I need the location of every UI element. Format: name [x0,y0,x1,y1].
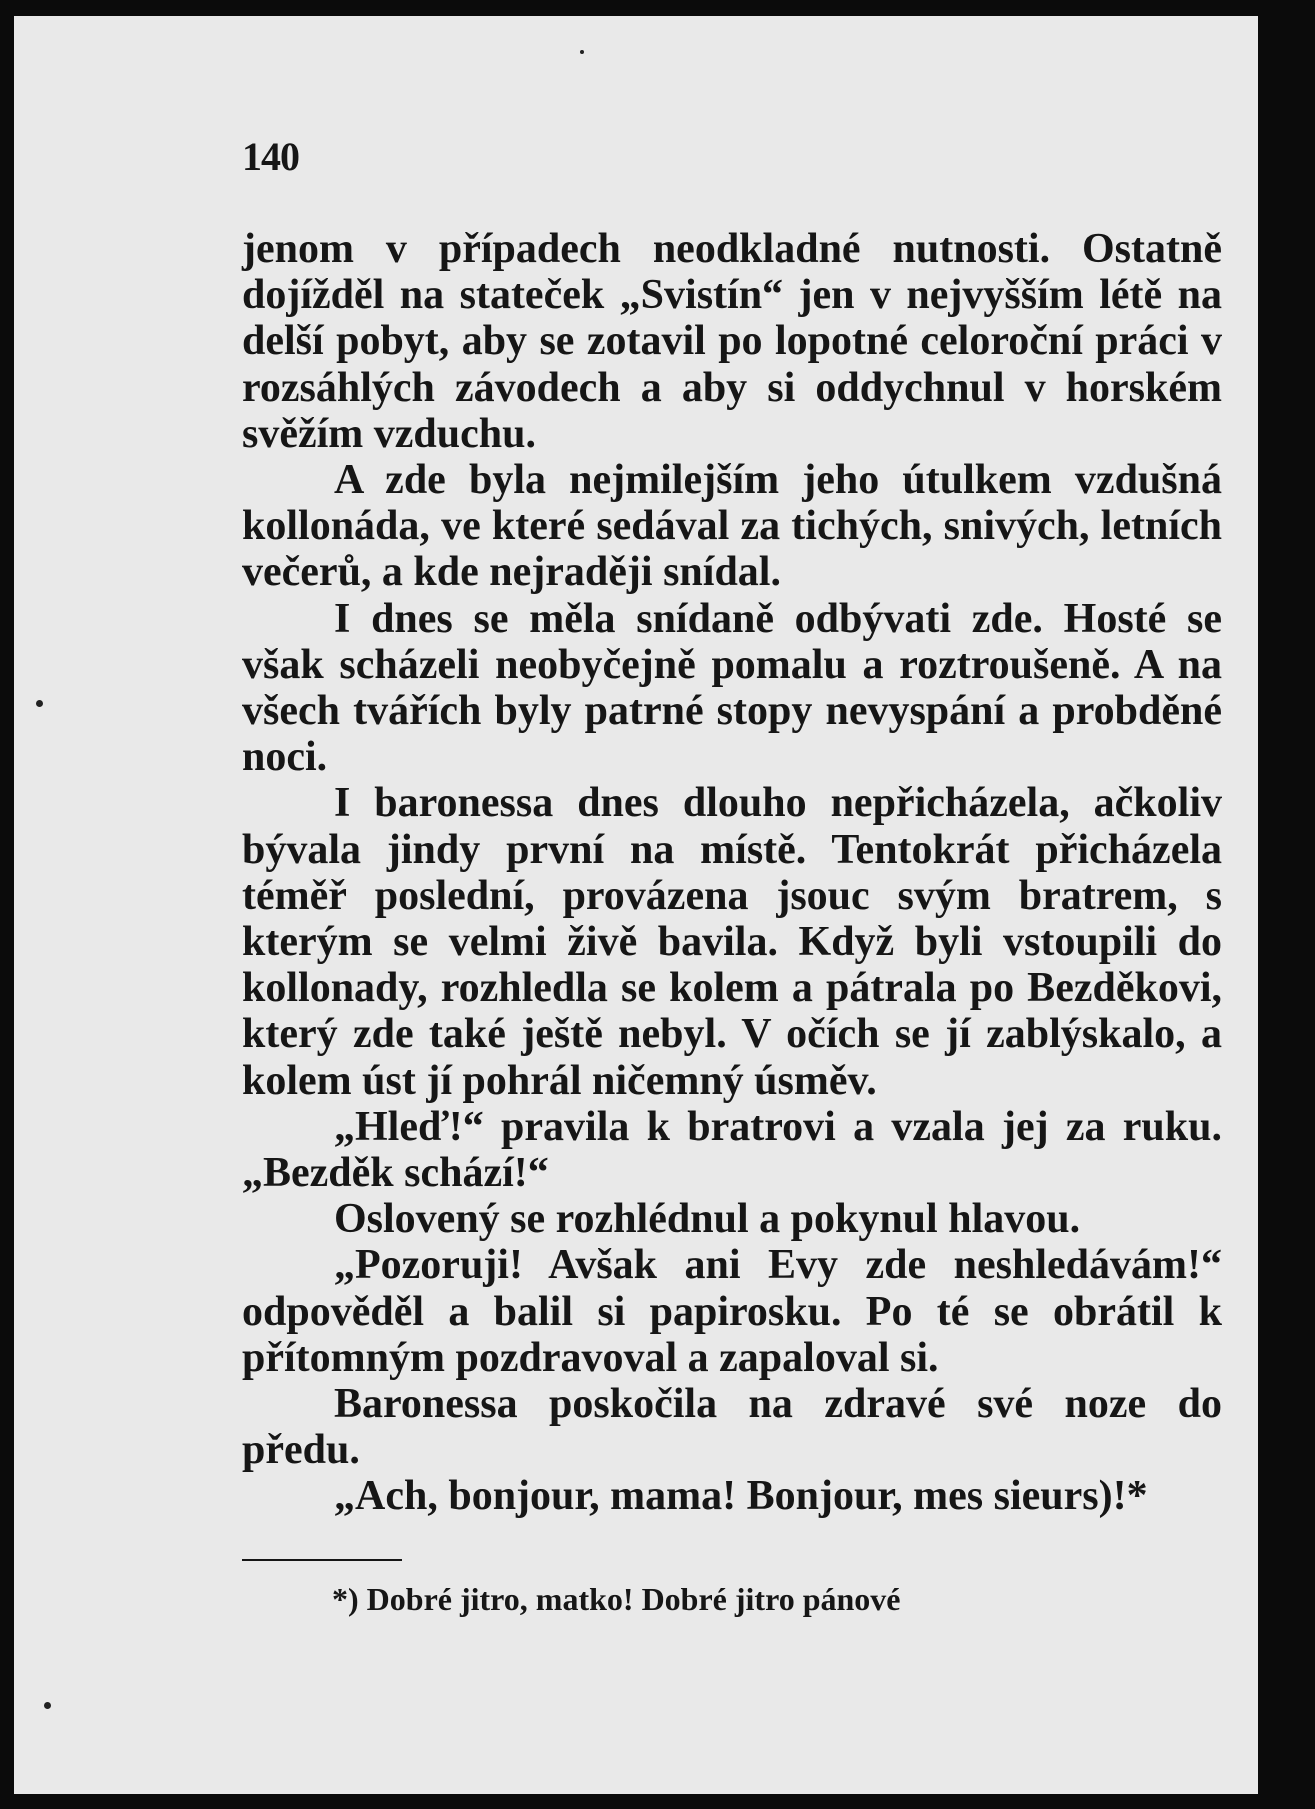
paragraph-1: jenom v případech neodkladné nutnosti. Ostatně dojížděl na stateček „Svistín“ jen v nejvyšším létě na delší pobyt, aby se zotavil po lopotné celoroční práci v rozsáhlých závodech a aby si oddychnul v horském svěžím vzduchu. [242,226,1222,457]
paragraph-7: „Pozoruji! Avšak ani Evy zde neshledávám!“ odpověděl a balil si papirosku. Po té se obrátil k přítomným pozdravoval a zapaloval si. [242,1242,1222,1381]
paragraph-9: „Ach, bonjour, mama! Bonjour, mes sieurs)!* [334,1473,1148,1520]
scan-speck [580,50,584,54]
paragraph-8: Baronessa poskočila na zdravé své noze do předu. [242,1381,1222,1474]
paragraph-3: I dnes se měla snídaně odbývati zde. Hosté se však scházeli neobyčejně pomalu a roztroušeně. A na všech tvářích byly patrné stopy nevyspání a probděné noci. [242,595,1222,781]
scan-speck [44,1702,51,1709]
book-page [14,16,1284,1794]
footnote: *) Dobré jitro, matko! Dobré jitro pánové [332,1581,901,1617]
paragraph-4: I baronessa dnes dlouho nepřicházela, ačkoliv bývala jindy první na místě. Tentokrát přicházela téměř poslední, provázena jsouc svým bratrem, s kterým se velmi živě bavila. Když byli vstoupili do kollonady, rozhledla se kolem a pátrala po Bezděkovi, který zde také ještě nebyl. V očích se jí zablýskalo, a kolem úst jí pohrál ničemný úsměv. [242,780,1222,1104]
paragraph-6: Oslovený se rozhlédnul a pokynul hlavou. [334,1196,1081,1243]
body-text [242,226,1222,1520]
page-edge-shadow [1258,16,1284,1794]
page-number: 140 [242,134,299,179]
paragraph-2: A zde byla nejmilejším jeho útulkem vzdušná kollonáda, ve které sedával za tichých, snivých, letních večerů, a kde nejraději snídal. [242,457,1222,596]
scan-speck [36,700,43,707]
footnote-rule [242,1559,402,1561]
paragraph-5: „Hleď!“ pravila k bratrovi a vzala jej za ruku. „Bezděk schází!“ [242,1103,1222,1197]
